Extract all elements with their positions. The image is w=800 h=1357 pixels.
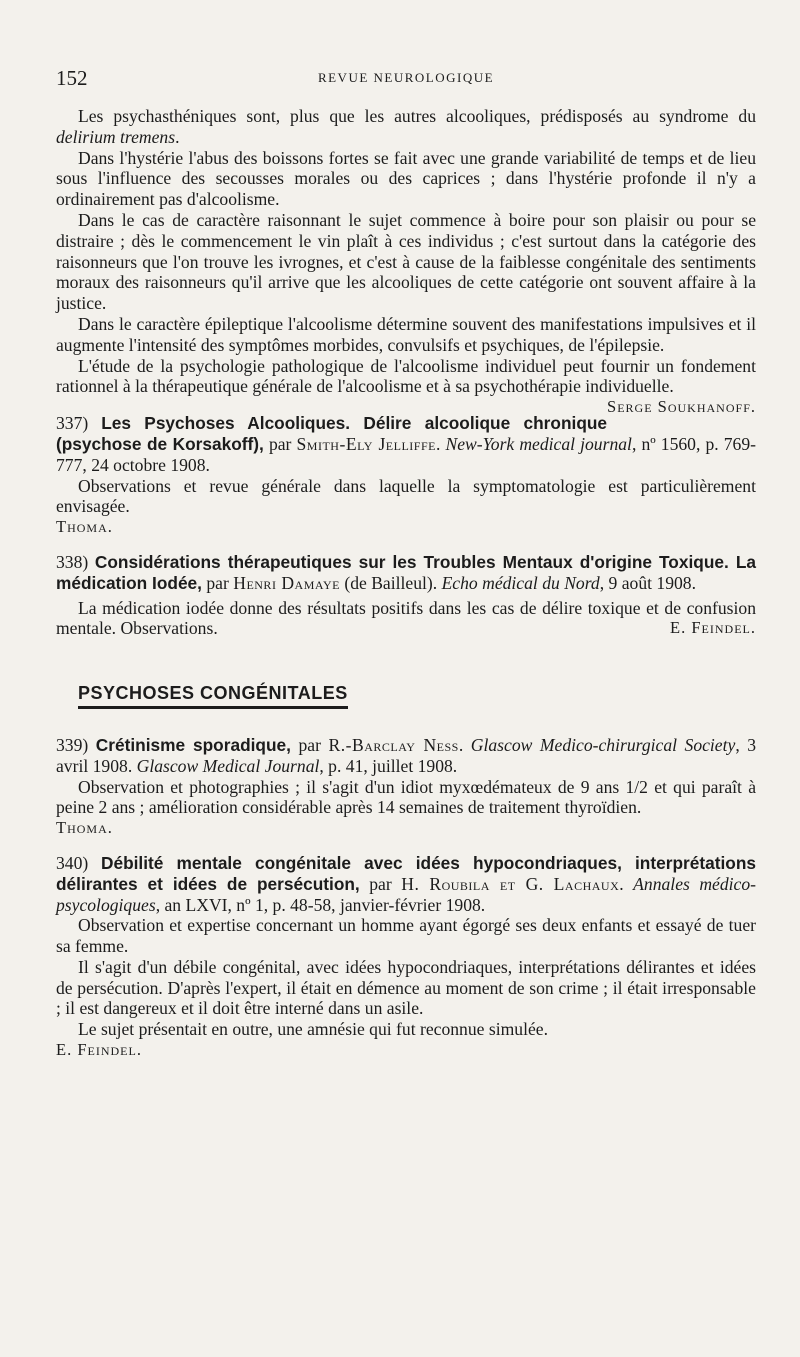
- entry-abstract: Observation et expertise concernant un homme ayant égorgé ses deux enfants et essayé de tuer sa femme.: [56, 915, 756, 957]
- entry-source: Glascow Medico-chirurgical Society: [470, 734, 736, 755]
- entry-title: Crétinisme sporadique,: [95, 734, 291, 755]
- section-heading-text: PSYCHOSES CONGÉNITALES: [78, 683, 348, 709]
- entry-abstract: Il s'agit d'un débile congénital, avec idées hypocondriaques, interprétations délirantes et idées de persécution. D'après l'expert, il était en démence au moment de son crime ; il était irresponsable ; il est dangereux et il doit être interné dans un asile.: [56, 956, 756, 1019]
- entry-heading: 338) Considérations thérapeutiques sur les Troubles Mentaux d'origine Toxique. La médication Iodée, par Henri Damaye (de Bailleul). Echo médical du Nord, 9 août 1908.: [56, 551, 756, 593]
- abstract-entry: [56, 853, 756, 1061]
- entry-author: R.-Barclay Ness: [328, 734, 459, 755]
- entry-source-secondary: Glascow Medical Journal: [136, 755, 320, 776]
- abstract-entry: [56, 552, 756, 639]
- abstract-entry: [56, 413, 756, 538]
- entry-abstract: Le sujet présentait en outre, une amnésie qui fut reconnue simulée.: [78, 1019, 548, 1040]
- entry-heading: 339) Crétinisme sporadique, par R.-Barclay Ness. Glascow Medico-chirurgical Society, 3 avril 1908. Glascow Medical Journal, p. 41, juillet 1908.: [56, 734, 757, 776]
- intro-paragraph: Dans l'hystérie l'abus des boissons fortes se fait avec une grande variabilité de temps et de lieu sous l'influence des secousses morales ou des caprices ; dans l'hystérie profonde il n'y a ordinairement pas d'alcoolisme.: [56, 147, 756, 210]
- signature: E. Feindel.: [670, 618, 756, 638]
- running-header: [56, 66, 756, 90]
- entry-heading: 340) Débilité mentale congénitale avec idées hypocondriaques, interprétations délirantes et idées de persécution, par H. Roubila et G. Lachaux. Annales médico-psycologiques, an LXVI, nº 1, p. 48-58, janvier-février 1908.: [56, 852, 757, 915]
- entry-title: Considérations thérapeutiques sur les Troubles Mentaux d'origine Toxique. La médication Iodée,: [56, 551, 756, 593]
- signature: Thoma.: [56, 818, 113, 838]
- intro-paragraph: L'étude de la psychologie pathologique de l'alcoolisme individuel peut fournir un fondement rationnel à la thérapeutique générale de l'alcoolisme et à sa psychothérapie individuelle. Serge Soukhanoff.: [56, 355, 756, 417]
- entry-number: 339): [56, 734, 89, 755]
- page-number: 152: [56, 66, 88, 90]
- entry-source: Annales médico-psycologiques: [56, 873, 757, 915]
- abstract-entry: [56, 735, 756, 839]
- entry-title: Les Psychoses Alcooliques. Délire alcoolique chronique (psychose de Korsakoff),: [56, 413, 608, 454]
- entry-number: 337): [56, 413, 89, 434]
- term-italic: delirium tremens: [56, 126, 176, 147]
- signature: Thoma.: [56, 517, 113, 537]
- entry-author: Smith-Ely Jelliffe: [296, 433, 436, 454]
- entry-title: Débilité mentale congénitale avec idées hypocondriaques, interprétations délirantes et idées de persécution,: [56, 852, 756, 894]
- intro-paragraph: Dans le caractère épileptique l'alcoolisme détermine souvent des manifestations impulsives et il augmente l'intensité des symptômes morbides, convulsifs et psychiques, de l'épilepsie.: [56, 313, 756, 355]
- intro-paragraph: Dans le cas de caractère raisonnant le sujet commence à boire pour son plaisir ou pour se distraire ; dès le commencement le vin plaît à ces individus ; c'est surtout dans la catégorie des raisonneurs que l'on trouve les ivrognes, et c'est à cause de la faiblesse congénitale des sentiments moraux des raisonneurs qu'il arrive que les alcooliques de cette catégorie ont souvent affaire à la justice.: [56, 209, 756, 314]
- section-heading: [56, 683, 756, 709]
- entry-number: 338): [56, 551, 89, 572]
- entry-author: H. Roubila et G. Lachaux: [401, 873, 620, 894]
- entry-abstract: Observations et revue générale dans laquelle la symptomatologie est particulièrement envisagée.: [56, 475, 756, 517]
- entry-abstract: Observation et photographies ; il s'agit d'un idiot myxœdémateux de 9 ans 1/2 et qui paraît à peine 2 ans ; amélioration considérable après 14 semaines de traitement thyroïdien.: [56, 776, 756, 818]
- entry-source: New-York medical journal: [445, 433, 632, 454]
- journal-title: REVUE NEUROLOGIQUE: [317, 70, 495, 85]
- entry-heading: 337) Les Psychoses Alcooliques. Délire alcoolique chronique (psychose de Korsakoff), par Smith-Ely Jelliffe. New-York medical journal, nº 1560, p. 769-777, 24 octobre 1908.: [56, 413, 757, 475]
- entry-abstract: La médication iodée donne des résultats positifs dans les cas de délire toxique et de confusion mentale. Observations. E. Feindel.: [56, 597, 756, 639]
- entry-number: 340): [56, 852, 89, 873]
- signature: Serge Soukhanoff.: [607, 397, 756, 417]
- entry-author: Henri Damaye: [233, 572, 340, 593]
- entry-source: Echo médical du Nord: [441, 572, 600, 593]
- page-body: [56, 106, 756, 1061]
- signature: E. Feindel.: [56, 1040, 142, 1060]
- intro-paragraph: Les psychasthéniques sont, plus que les autres alcooliques, prédisposés au syndrome du delirium tremens.: [56, 106, 756, 147]
